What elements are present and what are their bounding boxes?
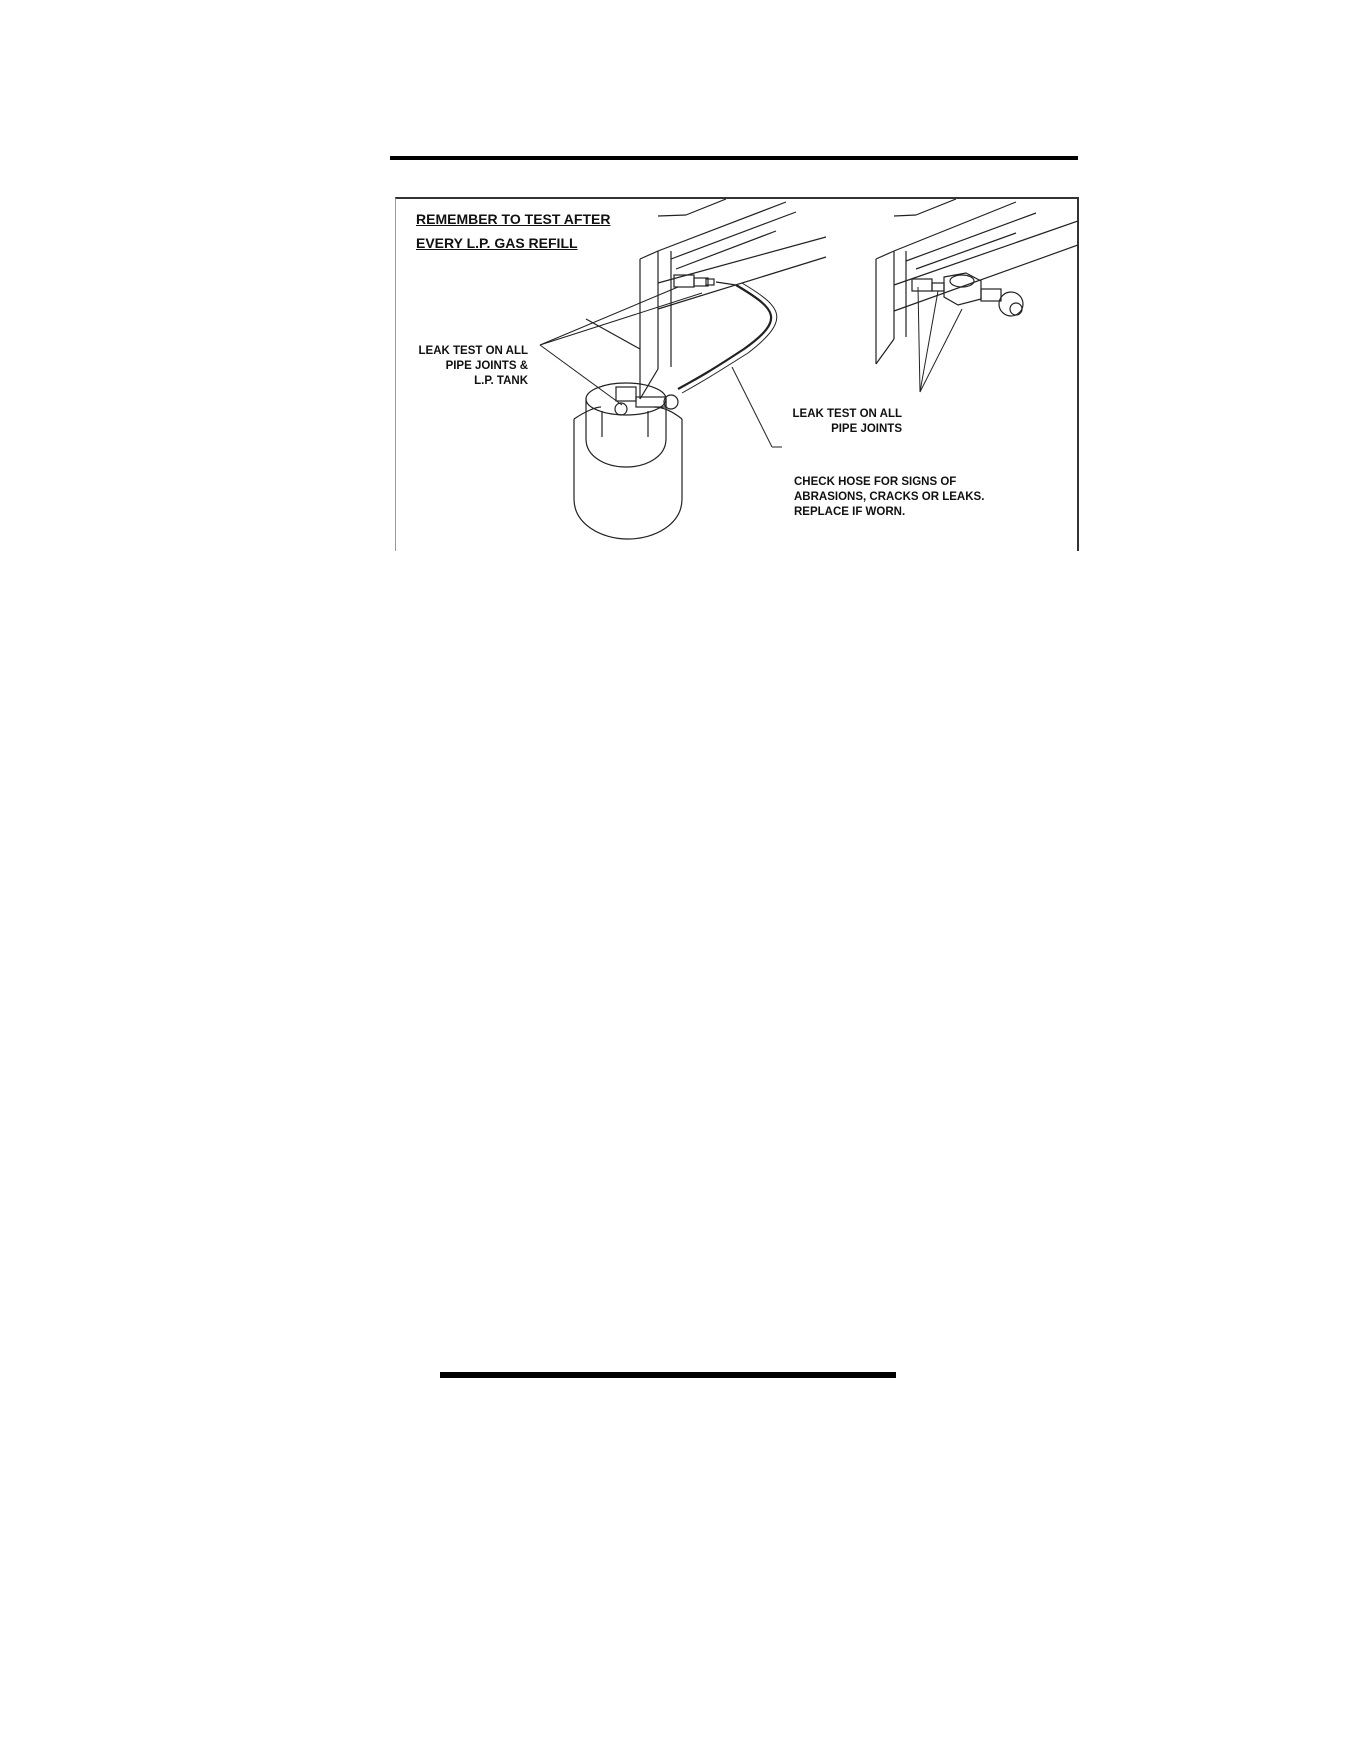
leak-test-illustration [395,197,1079,551]
callout-right-line2: PIPE JOINTS [831,423,902,435]
callout-hose-line1: CHECK HOSE FOR SIGNS OF [794,476,957,488]
gas-hose [678,285,771,389]
top-divider [390,156,1078,160]
figure-heading-line2: EVERY L.P. GAS REFILL [416,235,578,251]
callout-check-hose [794,475,984,520]
figure-heading-line1: REMEMBER TO TEST AFTER [416,211,611,227]
leader-line-hose [732,367,782,447]
grill-cart-right [876,199,1078,364]
callout-left-line1: LEAK TEST ON ALL [418,345,528,357]
callout-hose-line3: REPLACE IF WORN. [794,506,906,518]
regulator-assembly [912,273,1023,316]
callout-left-line2: PIPE JOINTS & [445,360,528,372]
callout-leak-test-left [402,344,528,389]
grill-cart-left [586,199,826,399]
left-pipe-joints [674,275,736,287]
callout-hose-line2: ABRASIONS, CRACKS OR LEAKS. [794,491,985,503]
callout-left-line3: L.P. TANK [474,375,528,387]
bottom-divider [440,1372,896,1378]
leader-lines-right [918,287,962,392]
callout-leak-test-right [792,407,902,437]
propane-tank [574,383,682,539]
callout-right-line1: LEAK TEST ON ALL [792,408,902,420]
